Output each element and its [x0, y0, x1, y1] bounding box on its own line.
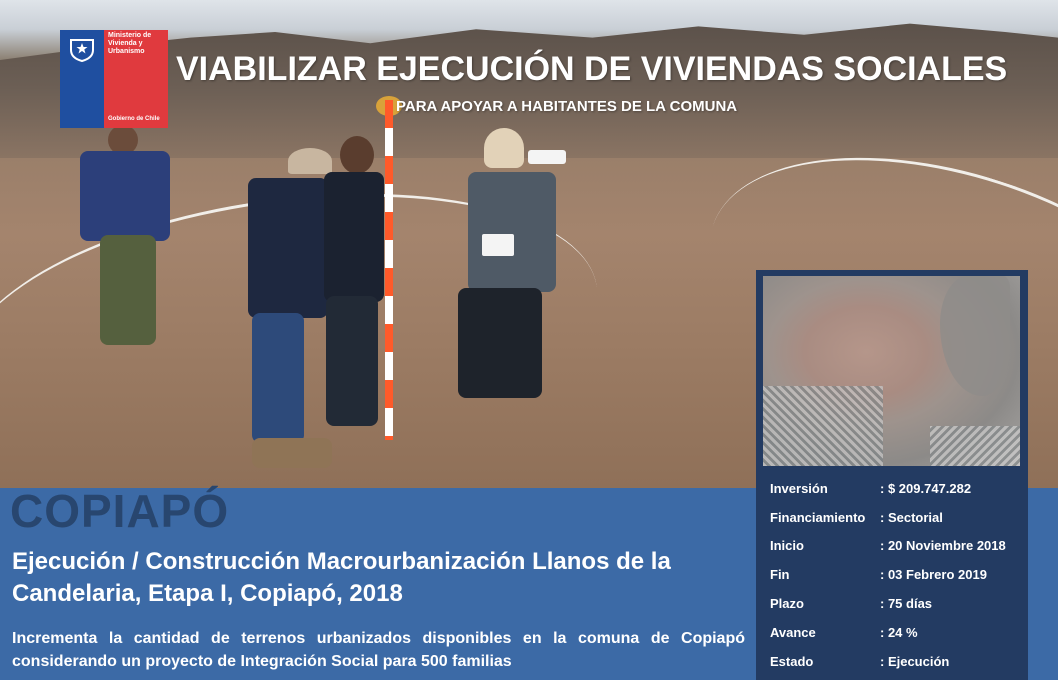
logo-red-panel: [104, 30, 168, 128]
info-label: Estado: [770, 653, 814, 669]
logo-footer: Gobierno de Chile: [108, 116, 160, 122]
person-center: [312, 136, 392, 436]
info-row-fin: [770, 560, 1006, 589]
page-subtitle: PARA APOYAR A HABITANTES DE LA COMUNA: [396, 98, 738, 115]
logo-blue-panel: [60, 30, 104, 128]
info-value: : Ejecución: [880, 653, 950, 669]
info-label: Inicio: [770, 538, 804, 554]
info-value: : 75 días: [880, 596, 933, 612]
coat-of-arms-icon: [66, 36, 98, 62]
info-row-inversion: [770, 474, 1006, 503]
info-value: : 24 %: [880, 624, 918, 640]
person-left: [70, 125, 180, 350]
survey-pole: [385, 100, 393, 440]
info-row-inicio: [770, 532, 1006, 561]
person-right: [440, 128, 560, 418]
info-value: : $ 209.747.282: [880, 480, 972, 496]
info-label: Fin: [770, 567, 790, 583]
info-row-estado: [770, 647, 1006, 676]
info-row-financiamiento: [770, 503, 1006, 532]
info-value: : Sectorial: [880, 509, 943, 525]
aerial-map-image: [763, 276, 1020, 466]
info-label: Financiamiento: [770, 509, 866, 525]
ministry-logo: [60, 30, 168, 128]
info-label: Avance: [770, 624, 816, 640]
map-urban-area: [763, 386, 883, 466]
project-info-table: [770, 474, 1006, 676]
map-urban-area: [930, 426, 1020, 466]
page-title: VIABILIZAR EJECUCIÓN DE VIVIENDAS SOCIALES: [176, 50, 1008, 88]
project-title: Ejecución / Construcción Macrourbanización Llanos de la Candelaria, Etapa I, Copiapó, 2018: [12, 548, 671, 607]
logo-ministry-name: Ministerio de Vivienda y Urbanismo: [108, 32, 152, 55]
project-description: Incrementa la cantidad de terrenos urbanizados disponibles en la comuna de Copiapó considerando un proyecto de Integración Social para 500 familias: [12, 630, 745, 670]
info-row-avance: [770, 618, 1006, 647]
city-name: COPIAPÓ: [10, 485, 230, 537]
info-value: : 20 Noviembre 2018: [880, 538, 1006, 554]
info-row-plazo: [770, 589, 1006, 618]
info-value: : 03 Febrero 2019: [880, 567, 987, 583]
info-label: Inversión: [770, 480, 828, 496]
info-label: Plazo: [770, 596, 804, 612]
map-terrain: [940, 276, 1010, 396]
